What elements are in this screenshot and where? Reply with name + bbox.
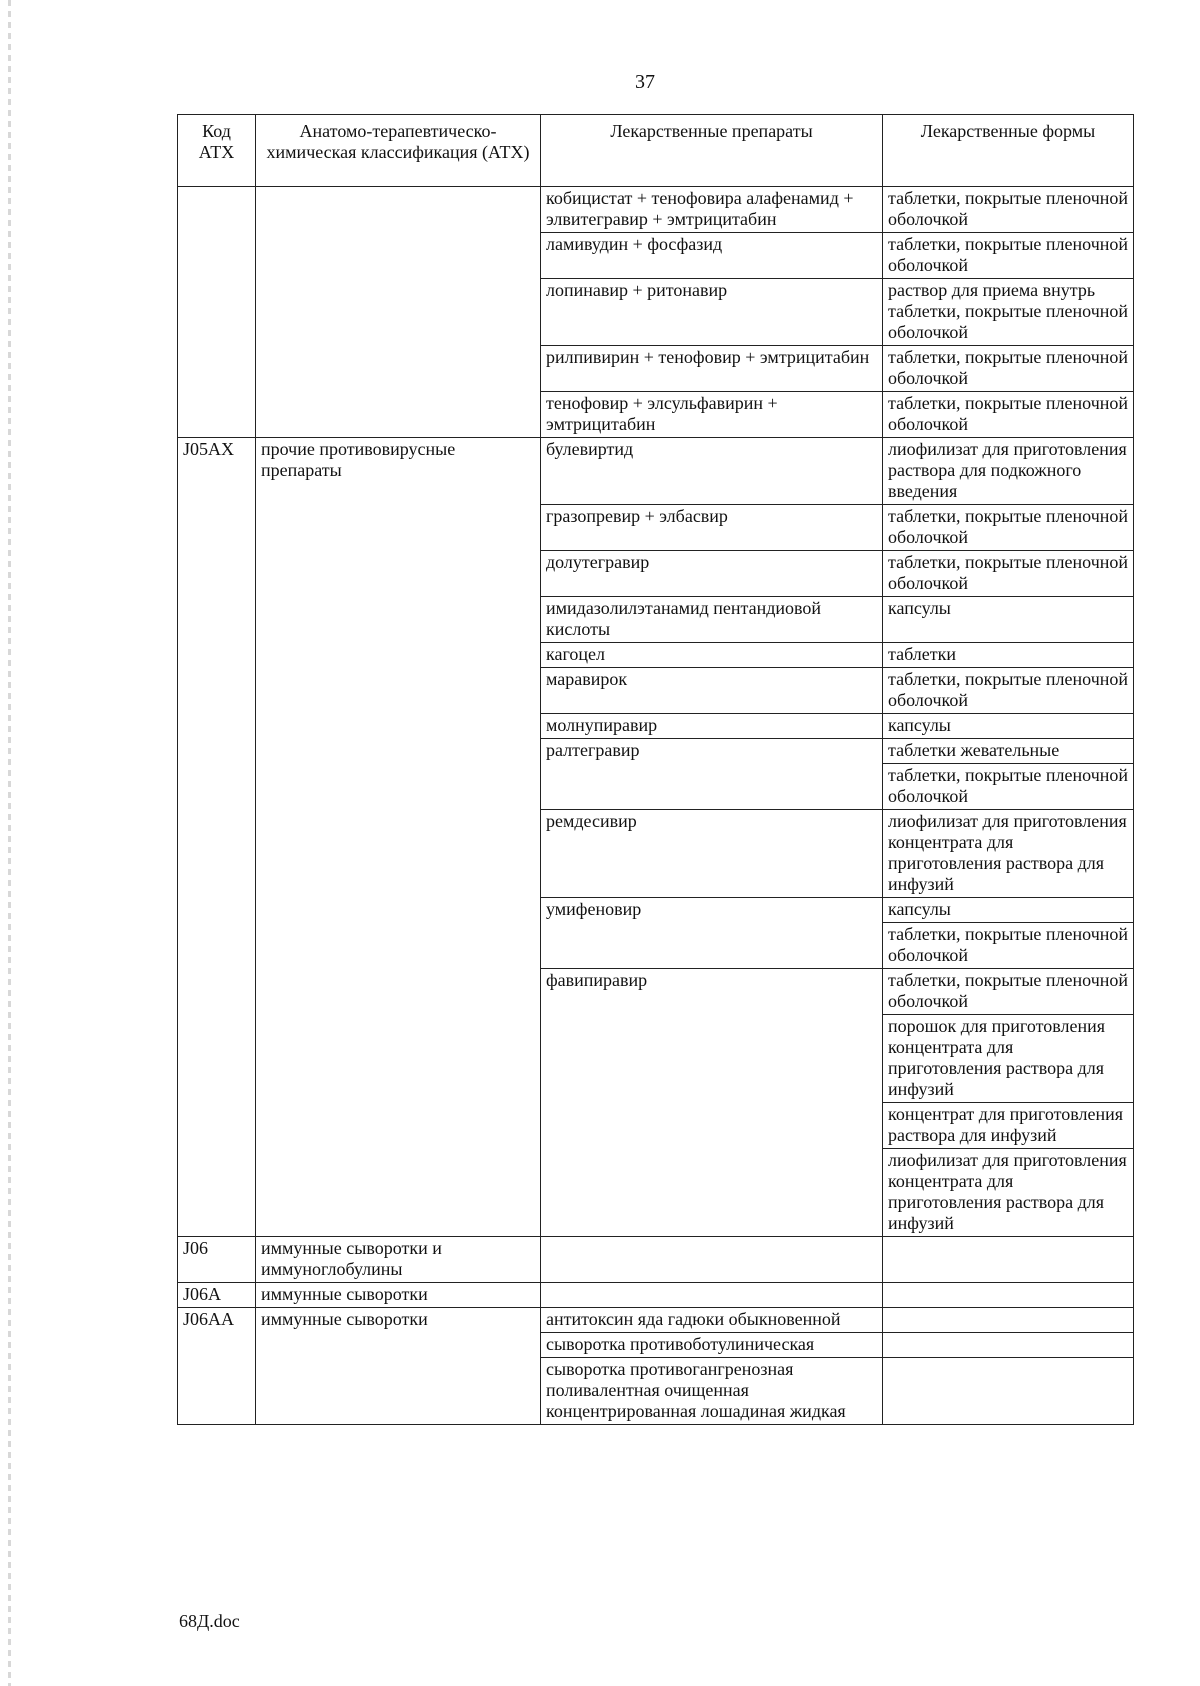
form-cell: таблетки [883, 643, 1134, 668]
table-row [178, 1283, 1134, 1308]
form-text: таблетки, покрытые пленочной оболочкой [888, 301, 1129, 342]
header-classification: Анатомо-терапевтическо-химическая классификация (АТХ) [256, 115, 541, 187]
scan-edge-artifact [8, 0, 11, 1686]
drug-cell: кагоцел [541, 643, 883, 668]
form-cell-empty [883, 1237, 1134, 1283]
form-cell [883, 279, 1134, 346]
drug-cell: лопинавир + ритонавир [541, 279, 883, 346]
drug-cell: ралтегравир [541, 739, 883, 810]
header-forms: Лекарственные формы [883, 115, 1134, 187]
table-row [178, 438, 1134, 505]
drug-cell: сыворотка противоботулиническая [541, 1333, 883, 1358]
drug-cell: рилпивирин + тенофовир + эмтрицитабин [541, 346, 883, 392]
code-cell-empty [178, 187, 256, 438]
drug-cell: ремдесивир [541, 810, 883, 898]
drug-cell: антитоксин яда гадюки обыкновенной [541, 1308, 883, 1333]
form-cell: таблетки, покрытые пленочной оболочкой [883, 764, 1134, 810]
drug-cell: фавипиравир [541, 969, 883, 1237]
drug-cell: молнупиравир [541, 714, 883, 739]
form-cell-empty [883, 1358, 1134, 1425]
code-cell: J06AA [178, 1308, 256, 1425]
drug-cell: гразопревир + элбасвир [541, 505, 883, 551]
form-cell-empty [883, 1308, 1134, 1333]
header-drugs: Лекарственные препараты [541, 115, 883, 187]
form-cell-empty [883, 1283, 1134, 1308]
form-cell: таблетки, покрытые пленочной оболочкой [883, 187, 1134, 233]
drug-cell: маравирок [541, 668, 883, 714]
table-row [178, 1237, 1134, 1283]
form-cell: таблетки, покрытые пленочной оболочкой [883, 233, 1134, 279]
form-cell: таблетки, покрытые пленочной оболочкой [883, 346, 1134, 392]
classification-cell: иммунные сыворотки [256, 1308, 541, 1425]
classification-cell: прочие противовирусные препараты [256, 438, 541, 1237]
form-text: раствор для приема внутрь [888, 280, 1096, 300]
form-cell: таблетки, покрытые пленочной оболочкой [883, 505, 1134, 551]
form-cell: таблетки, покрытые пленочной оболочкой [883, 969, 1134, 1015]
form-cell: капсулы [883, 597, 1134, 643]
code-cell: J06 [178, 1237, 256, 1283]
form-cell-empty [883, 1333, 1134, 1358]
drug-cell: булевиртид [541, 438, 883, 505]
form-cell: лиофилизат для приготовления раствора для подкожного введения [883, 438, 1134, 505]
form-cell: таблетки, покрытые пленочной оболочкой [883, 668, 1134, 714]
code-cell: J06A [178, 1283, 256, 1308]
atx-drug-table [177, 114, 1134, 1425]
drug-cell-empty [541, 1237, 883, 1283]
drug-cell: сыворотка противогангренозная поливалентная очищенная концентрированная лошадиная жидкая [541, 1358, 883, 1425]
drug-cell: ламивудин + фосфазид [541, 233, 883, 279]
form-cell: порошок для приготовления концентрата для приготовления раствора для инфузий [883, 1015, 1134, 1103]
drug-cell: долутегравир [541, 551, 883, 597]
form-cell: капсулы [883, 714, 1134, 739]
form-cell: капсулы [883, 898, 1134, 923]
form-cell: таблетки, покрытые пленочной оболочкой [883, 551, 1134, 597]
drug-cell: кобицистат + тенофовира алафенамид + элвитегравир + эмтрицитабин [541, 187, 883, 233]
table-header-row [178, 115, 1134, 187]
drug-cell-empty [541, 1283, 883, 1308]
form-cell: концентрат для приготовления раствора для инфузий [883, 1103, 1134, 1149]
drug-cell: умифеновир [541, 898, 883, 969]
page-number: 37 [635, 71, 655, 93]
classification-cell: иммунные сыворотки [256, 1283, 541, 1308]
form-cell: лиофилизат для приготовления концентрата для приготовления раствора для инфузий [883, 1149, 1134, 1237]
form-cell: таблетки, покрытые пленочной оболочкой [883, 392, 1134, 438]
table-row [178, 187, 1134, 233]
form-cell: таблетки жевательные [883, 739, 1134, 764]
document-filename: 68Д.doc [179, 1611, 240, 1631]
classification-cell: иммунные сыворотки и иммуноглобулины [256, 1237, 541, 1283]
form-cell: лиофилизат для приготовления концентрата для приготовления раствора для инфузий [883, 810, 1134, 898]
code-cell: J05AX [178, 438, 256, 1237]
classification-cell-empty [256, 187, 541, 438]
drug-cell: тенофовир + элсульфавирин + эмтрицитабин [541, 392, 883, 438]
table-row [178, 1308, 1134, 1333]
form-cell: таблетки, покрытые пленочной оболочкой [883, 923, 1134, 969]
drug-cell: имидазолилэтанамид пентандиовой кислоты [541, 597, 883, 643]
header-code: Код АТХ [178, 115, 256, 187]
